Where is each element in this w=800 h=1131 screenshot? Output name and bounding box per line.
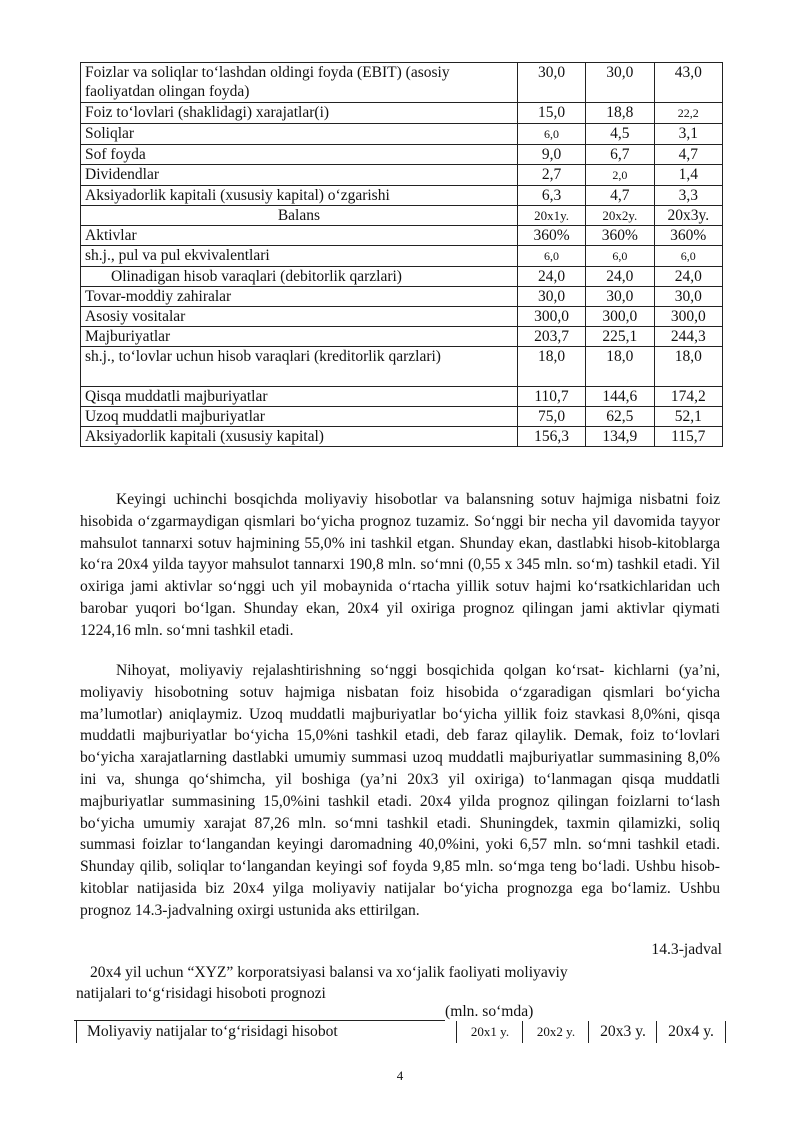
row-value: 15,0 [517,103,585,124]
row-value: 30,0 [654,287,722,307]
row-label: Majburiyatlar [81,327,518,347]
row-label: Aksiyadorlik kapitali (xususiy kapital) o‘zgarishi [81,186,518,206]
header-year1: 20x1 y. [456,1021,523,1043]
row-value: 24,0 [654,267,722,287]
unit-label: (mln. so‘mda) [445,1003,534,1020]
table-row [81,347,723,387]
header-year3: 20x3 y. [588,1021,657,1043]
row-label: Balans [81,206,518,226]
row-value: 30,0 [586,63,654,103]
row-label: Dividendlar [81,165,518,186]
row-value: 244,3 [654,327,722,347]
paragraph-final-stage: Nihoyat, moliyaviy rejalashtirishning so‘nggi bosqichida qolgan ko‘rsat- kichlarni (ya’ni, moliyaviy hisobotning sotuv hajmiga nisbatan foiz hisobida o‘zgaradigan qismlari bo‘yicha ma’lumotlar) aniqlaymiz. Uzoq muddatli majburiyatlar bo‘yicha yillik foiz stavkasi 8,0%ni, qisqa muddatli majburiyatlar bo‘yicha 15,0%ni tashkil etadi, deb faraz qilaylik. Demak, foiz to‘lovlari bo‘yicha xarajatlarning dastlabki umumiy summasi uzoq muddatli majburiyatlar summasining 8,0% ini va, shunga qo‘shimcha, yil boshiga (ya’ni 20x3 yil oxiriga) to‘lanmagan qisqa muddatli majburiyatlar summasining 15,0%ini tashkil etadi. 20x4 yilda prognoz qilingan foizlarni to‘lash bo‘yicha umumiy xarajat 87,26 mln. so‘mni tashkil etadi. Shuningdek, taxmin qilamizki, soliq summasi foizlar to‘langandan keyingi daromadning 40,0%ini, yoki 6,57 mln. so‘mni tashkil etadi. Shunday qilib, soliqlar to‘langandan keyingi sof foyda 9,85 mln. so‘mga teng bo‘ladi. Ushbu hisob-kitoblar natijasida biz 20x4 yilga moliyaviy natijalar bo‘yicha prognozga ega bo‘lamiz. Ushbu prognoz 14.3-jadvalning oxirgi ustunida aks ettirilgan. [80,662,720,919]
table-title: 20x4 yil uchun “XYZ” korporatsiyasi balansi va xo‘jalik faoliyati moliyaviy natijalari to‘g‘risidagi hisoboti prognozi [76,964,568,1002]
row-label: Aktivlar [81,226,518,246]
row-value: 9,0 [517,145,585,165]
table-row [81,407,723,427]
row-value: 43,0 [654,63,722,103]
row-value: 6,0 [517,124,585,145]
row-value: 360% [586,226,654,246]
table-row [81,63,723,103]
table-row [81,327,723,347]
row-value: 18,0 [517,347,585,387]
header-year2: 20x2 y. [522,1021,589,1043]
row-value: 134,9 [586,427,654,447]
row-label: sh.j., to‘lovlar uchun hisob varaqlari (kreditorlik qarzlari) [81,347,518,387]
row-value: 52,1 [654,407,722,427]
row-label: Aksiyadorlik kapitali (xususiy kapital) [81,427,518,447]
row-label: Sof foyda [81,145,518,165]
row-label: Qisqa muddatli majburiyatlar [81,387,518,407]
table-row [81,206,723,226]
row-value: 6,7 [586,145,654,165]
row-value: 110,7 [517,387,585,407]
row-value: 18,0 [654,347,722,387]
row-value: 115,7 [654,427,722,447]
row-label: Tovar-moddiy zahiralar [81,287,518,307]
row-value: 144,6 [586,387,654,407]
row-value: 225,1 [586,327,654,347]
table-row [81,103,723,124]
row-value: 18,8 [586,103,654,124]
row-value: 20x2y. [586,206,654,226]
row-value: 300,0 [586,307,654,327]
row-value: 75,0 [517,407,585,427]
row-value: 2,7 [517,165,585,186]
table-row [81,246,723,267]
table-row [81,226,723,246]
table-row [81,287,723,307]
table-row [81,267,723,287]
row-value: 30,0 [586,287,654,307]
forecast-table-header [76,1021,726,1043]
row-value: 6,0 [586,246,654,267]
row-value: 6,3 [517,186,585,206]
header-year4: 20x4 y. [656,1021,726,1043]
row-label: Olinadigan hisob varaqlari (debitorlik qarzlari) [81,267,518,287]
financial-table [80,62,723,447]
row-label: Uzoq muddatli majburiyatlar [81,407,518,427]
row-value: 300,0 [654,307,722,327]
row-value: 22,2 [654,103,722,124]
row-value: 360% [517,226,585,246]
page-number: 4 [396,1068,404,1083]
table-row [81,145,723,165]
row-label: Foizlar va soliqlar to‘lashdan oldingi foyda (EBIT) (asosiy faoliyatdan olingan foyda) [81,63,518,103]
table-row [81,307,723,327]
row-label: Soliqlar [81,124,518,145]
row-value: 20x3y. [654,206,722,226]
table-row [81,387,723,407]
row-value: 6,0 [517,246,585,267]
table-row [81,124,723,145]
row-value: 2,0 [586,165,654,186]
row-value: 4,5 [586,124,654,145]
row-label: Asosiy vositalar [81,307,518,327]
row-value: 203,7 [517,327,585,347]
row-value: 30,0 [517,63,585,103]
header-report-col: Moliyaviy natijalar to‘g‘risidagi hisobot [76,1021,452,1043]
row-value: 20x1y. [517,206,585,226]
paragraph-third-stage: Keyingi uchinchi bosqichda moliyaviy hisobotlar va balansning sotuv hajmiga nisbatni foiz hisobida o‘zgarmaydigan qismlari bo‘yicha prognoz tuzamiz. So‘nggi bir necha yil davomida tayyor mahsulot tannarxi sotuv hajmining 55,0% ini tashkil etgan. Shunday ekan, dastlabki hisob-kitoblarga ko‘ra 20x4 yilda tayyor mahsulot tannarxi 190,8 mln. so‘mni (0,55 x 345 mln. so‘m) tashkil etadi. Yil oxiriga jami aktivlar so‘nggi uch yil mobaynida o‘rtacha yillik sotuv hajmi ko‘rsatkichlaridan uch barobar yuqori bo‘lgan. Shunday ekan, 20x4 yil oxiriga prognoz qilingan jami aktivlar qiymati 1224,16 mln. so‘mni tashkil etadi. [80,491,720,639]
row-value: 62,5 [586,407,654,427]
row-value: 24,0 [517,267,585,287]
table-row [81,427,723,447]
row-label: sh.j., pul va pul ekvivalentlari [81,246,518,267]
table-row [81,186,723,206]
row-value: 156,3 [517,427,585,447]
row-value: 24,0 [586,267,654,287]
row-value: 4,7 [586,186,654,206]
row-value: 3,1 [654,124,722,145]
row-value: 30,0 [517,287,585,307]
row-value: 3,3 [654,186,722,206]
row-value: 174,2 [654,387,722,407]
table-caption: 14.3-jadval [651,941,722,958]
row-value: 360% [654,226,722,246]
row-value: 18,0 [586,347,654,387]
row-value: 6,0 [654,246,722,267]
row-value: 1,4 [654,165,722,186]
table-row [81,165,723,186]
row-value: 4,7 [654,145,722,165]
row-value: 300,0 [517,307,585,327]
row-label: Foiz to‘lovlari (shaklidagi) xarajatlar(i) [81,103,518,124]
